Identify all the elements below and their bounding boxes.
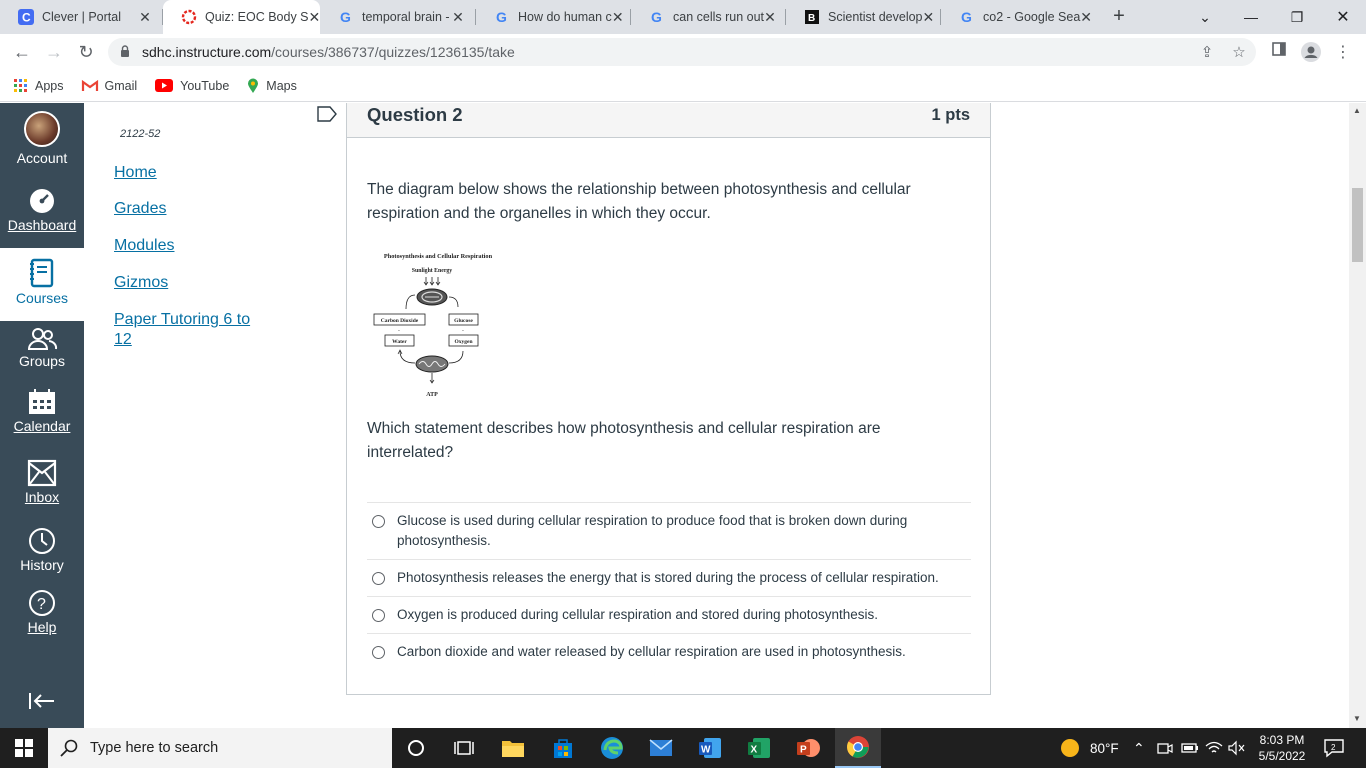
- youtube-icon: [155, 79, 173, 92]
- clock-time: 8:03 PM: [1259, 733, 1305, 747]
- clever-icon: [18, 9, 34, 25]
- reload-icon[interactable]: ↻: [78, 41, 94, 62]
- answer-text: Photosynthesis releases the energy that is stored during the process of cellular respiration.: [397, 570, 939, 585]
- google-icon: [494, 9, 510, 25]
- tab-co2[interactable]: [941, 0, 1096, 34]
- collapse-nav-button[interactable]: [0, 691, 84, 713]
- svg-text:B: B: [808, 13, 816, 24]
- edge-icon[interactable]: [599, 736, 625, 760]
- google-icon: [959, 9, 975, 25]
- nav-label: Account: [16, 150, 68, 166]
- bookmark-label: Maps: [266, 78, 297, 93]
- tab-clever[interactable]: [0, 0, 163, 34]
- show-hidden-icons[interactable]: ⌃: [1133, 739, 1145, 756]
- courses-icon: [29, 258, 55, 288]
- clock[interactable]: [1256, 728, 1308, 768]
- question-prompt: Which statement describes how photosynthesis and cellular respiration are interrelated?: [367, 420, 881, 461]
- nav-label: Dashboard: [7, 217, 77, 233]
- word-icon[interactable]: [697, 736, 723, 760]
- scroll-down-icon[interactable]: ▼: [1353, 714, 1361, 723]
- close-icon[interactable]: ✕: [1080, 8, 1093, 25]
- course-link-paper-tutoring[interactable]: Paper Tutoring 6 to 12: [114, 311, 251, 348]
- collapse-icon: [28, 691, 56, 711]
- diagram-atp: ATP: [426, 392, 438, 398]
- svg-text:G: G: [340, 9, 351, 25]
- scroll-up-icon[interactable]: ▲: [1353, 106, 1361, 115]
- question-intro: The diagram below shows the relationship between photosynthesis and cellular respiration and the organelles in which they occur.: [367, 181, 911, 222]
- nav-label: Groups: [19, 353, 65, 369]
- answer-option[interactable]: [367, 559, 971, 596]
- svg-text:2: 2: [1331, 743, 1336, 752]
- question-header: [347, 103, 990, 138]
- lock-icon: [120, 45, 130, 63]
- browser-toolbar: [0, 34, 1366, 70]
- radio-button[interactable]: [372, 646, 385, 659]
- answer-option[interactable]: [367, 596, 971, 633]
- bookmark-label: Apps: [35, 78, 64, 93]
- avatar: [24, 111, 60, 147]
- tab-temporal[interactable]: [320, 0, 476, 34]
- taskbar-search[interactable]: [48, 728, 392, 768]
- svg-text:-: -: [462, 329, 464, 334]
- close-icon[interactable]: ✕: [922, 8, 935, 25]
- gmail-icon: [82, 80, 98, 92]
- clock-date: 5/5/2022: [1258, 749, 1306, 763]
- course-link-modules[interactable]: Modules: [114, 237, 175, 254]
- scrollbar-thumb[interactable]: [1352, 188, 1363, 262]
- bookmark-maps[interactable]: [247, 78, 297, 94]
- tab-quiz[interactable]: [163, 0, 320, 34]
- chrome-taskbar-icon[interactable]: [835, 728, 881, 768]
- sun-icon: [1060, 738, 1080, 758]
- minimize-button[interactable]: —: [1244, 9, 1258, 25]
- nav-label: Inbox: [24, 489, 60, 505]
- nav-dashboard[interactable]: [0, 187, 84, 233]
- course-link-grades[interactable]: Grades: [114, 200, 167, 217]
- tab-human[interactable]: [476, 0, 631, 34]
- diagram-carbon-dioxide: Carbon Dioxide: [380, 318, 419, 324]
- nav-inbox[interactable]: [0, 459, 84, 505]
- diagram-water: Water: [392, 339, 407, 345]
- tab-title: co2 - Google Sea: [983, 10, 1081, 24]
- course-navigation: [84, 103, 334, 728]
- course-link-gizmos[interactable]: Gizmos: [114, 274, 169, 291]
- radio-button[interactable]: [372, 572, 385, 585]
- nav-courses[interactable]: [0, 248, 84, 321]
- forward-icon[interactable]: →: [45, 41, 63, 62]
- powerpoint-icon[interactable]: [795, 736, 821, 760]
- back-icon[interactable]: ←: [13, 41, 31, 62]
- question-title: Question 2: [367, 104, 463, 125]
- apps-icon: [14, 79, 28, 93]
- bookmarks-bar: [0, 70, 1366, 102]
- tab-title: How do human c: [518, 10, 612, 24]
- dashboard-icon: [28, 187, 56, 215]
- close-window-button[interactable]: ✕: [1336, 9, 1350, 26]
- radio-button[interactable]: [372, 515, 385, 528]
- nav-label: History: [20, 557, 64, 573]
- search-placeholder: Type here to search: [90, 740, 219, 756]
- calendar-icon: [28, 388, 56, 416]
- bookmark-apps[interactable]: [14, 79, 64, 93]
- nav-account[interactable]: [0, 111, 84, 166]
- nav-label: Calendar: [13, 418, 71, 434]
- answer-text: Oxygen is produced during cellular respiration and stored during photosynthesis.: [397, 607, 879, 622]
- question-card: [346, 103, 991, 695]
- close-icon[interactable]: ✕: [611, 8, 624, 25]
- answer-list: [367, 502, 971, 670]
- cortana-icon[interactable]: [403, 736, 429, 760]
- global-navigation: [0, 103, 84, 728]
- svg-text:X: X: [750, 744, 758, 756]
- menu-icon[interactable]: ⋮: [1335, 44, 1351, 61]
- notifications-icon[interactable]: [1324, 728, 1344, 768]
- bookmark-label: YouTube: [180, 78, 230, 93]
- mail-icon[interactable]: [648, 736, 674, 760]
- windows-taskbar: [0, 728, 1366, 768]
- history-icon: [28, 527, 56, 555]
- restore-button[interactable]: ❐: [1290, 8, 1304, 25]
- profile-icon[interactable]: [1300, 42, 1322, 64]
- google-icon: [649, 9, 665, 25]
- svg-text:G: G: [496, 9, 507, 25]
- photosynthesis-diagram: [373, 249, 503, 401]
- nav-calendar[interactable]: [0, 388, 84, 434]
- tab-search-icon[interactable]: ⌄: [1199, 8, 1211, 25]
- course-code: 2122-52: [120, 128, 161, 140]
- answer-option[interactable]: [367, 633, 971, 670]
- close-icon[interactable]: ✕: [139, 8, 151, 25]
- tab-title: Scientist develop: [828, 10, 923, 24]
- svg-text:G: G: [961, 9, 972, 25]
- nav-help[interactable]: [0, 589, 84, 635]
- svg-text:-: -: [398, 329, 400, 334]
- diagram-glucose: Glucose: [454, 318, 473, 324]
- meet-icon[interactable]: [1157, 728, 1173, 768]
- course-link-home[interactable]: Home: [114, 164, 157, 181]
- svg-text:G: G: [651, 9, 662, 25]
- wifi-icon[interactable]: [1205, 728, 1223, 768]
- svg-text:C: C: [22, 10, 31, 25]
- tab-title: Clever | Portal: [42, 10, 121, 24]
- radio-button[interactable]: [372, 609, 385, 622]
- weather-widget[interactable]: [1060, 728, 1119, 768]
- groups-icon: [27, 327, 57, 351]
- bookmark-youtube[interactable]: [155, 79, 229, 93]
- tab-title: Quiz: EOC Body S: [205, 10, 309, 24]
- search-icon: [60, 739, 78, 757]
- help-icon: [28, 589, 56, 617]
- windows-start-icon[interactable]: [11, 736, 37, 760]
- svg-text:W: W: [701, 744, 711, 756]
- answer-text: Carbon dioxide and water released by cellular respiration are used in photosynthesis.: [397, 644, 906, 659]
- page-scrollbar[interactable]: [1349, 103, 1366, 728]
- tab-strip: [0, 0, 1366, 34]
- tab-cells[interactable]: [631, 0, 786, 34]
- answer-option[interactable]: [367, 502, 971, 559]
- task-view-icon[interactable]: [451, 736, 477, 760]
- diagram-oxygen: Oxygen: [454, 339, 473, 345]
- address-bar[interactable]: [108, 38, 1256, 66]
- close-icon[interactable]: ✕: [308, 8, 321, 25]
- nav-label: Help: [27, 619, 57, 635]
- svg-text:P: P: [800, 744, 807, 756]
- bookmark-gmail[interactable]: [82, 79, 138, 93]
- close-icon[interactable]: ✕: [764, 8, 776, 25]
- excel-icon[interactable]: [746, 736, 772, 760]
- url-text: sdhc.instructure.com/courses/386737/quizzes/1236135/take: [142, 44, 515, 60]
- maps-icon: [247, 78, 259, 94]
- new-tab-button[interactable]: +: [1113, 5, 1125, 27]
- file-explorer-icon[interactable]: [500, 736, 526, 760]
- question-points: 1 pts: [931, 106, 970, 124]
- star-icon[interactable]: ☆: [1232, 44, 1246, 61]
- battery-icon[interactable]: [1181, 728, 1199, 768]
- tab-title: temporal brain -: [362, 10, 450, 24]
- canvas-icon: [181, 9, 197, 25]
- volume-icon[interactable]: [1228, 728, 1246, 768]
- news-icon: [804, 9, 820, 25]
- tab-title: can cells run out: [673, 10, 765, 24]
- nav-history[interactable]: [0, 527, 84, 573]
- svg-text:?: ?: [37, 596, 46, 613]
- nav-groups[interactable]: [0, 327, 84, 369]
- bookmark-label: Gmail: [104, 78, 138, 93]
- weather-temp: 80°F: [1090, 740, 1119, 756]
- google-icon: [338, 9, 354, 25]
- diagram-title: Photosynthesis and Cellular Respiration: [383, 253, 493, 260]
- flag-question-icon[interactable]: [317, 106, 337, 127]
- store-icon[interactable]: [550, 736, 576, 760]
- close-icon[interactable]: ✕: [452, 8, 464, 25]
- share-icon[interactable]: ⇪: [1200, 44, 1214, 61]
- diagram-sunlight: Sunlight Energy: [411, 268, 453, 274]
- inbox-icon: [28, 459, 56, 487]
- tab-scientist[interactable]: [786, 0, 941, 34]
- nav-label: Courses: [15, 290, 69, 306]
- answer-text: Glucose is used during cellular respiration to produce food that is broken down during photosynthesis.: [397, 513, 908, 548]
- side-panel-icon[interactable]: [1268, 42, 1290, 64]
